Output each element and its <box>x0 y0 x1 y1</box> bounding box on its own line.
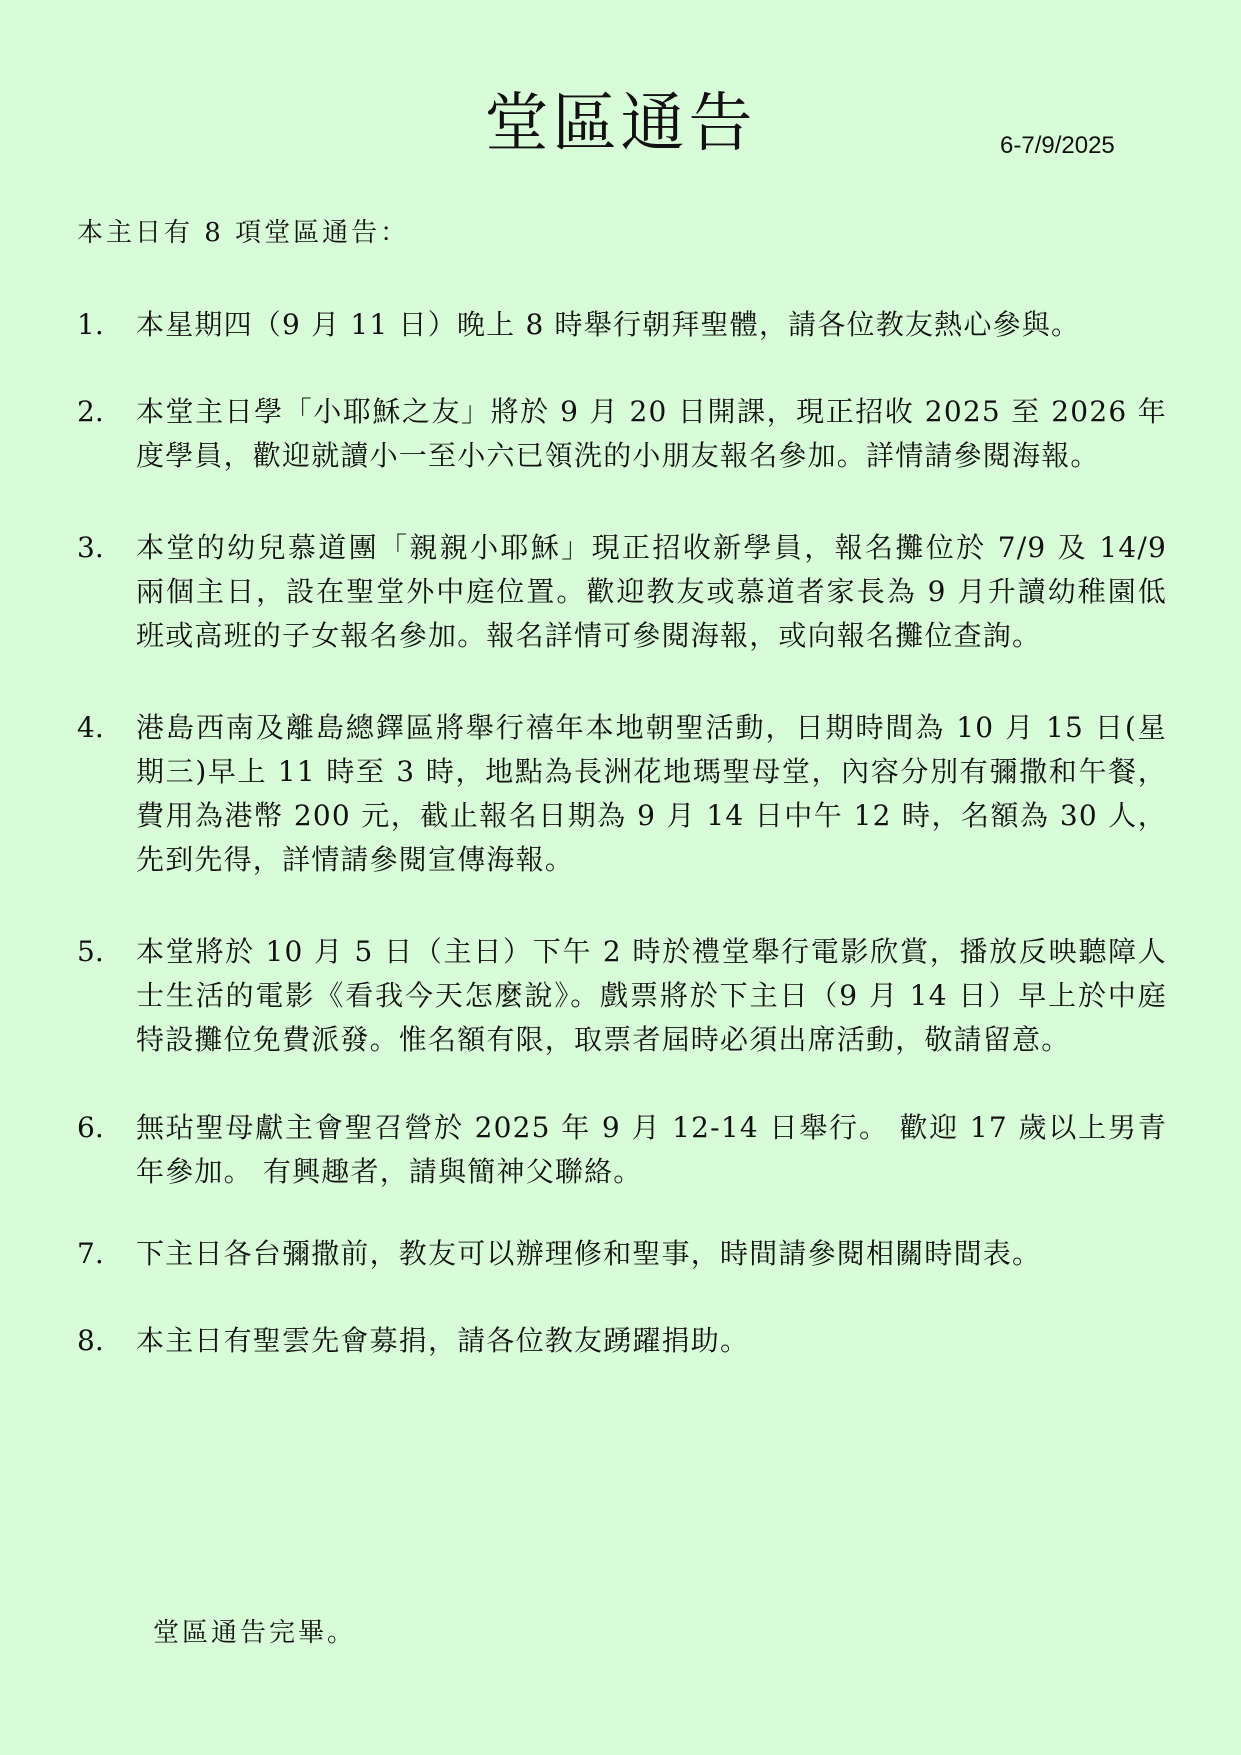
notice-item-7 <box>77 1232 1167 1276</box>
notice-number: 2. <box>77 395 104 428</box>
notice-number: 1. <box>77 308 104 341</box>
notice-text: 本主日有聖雲先會募捐，請各位教友踴躍捐助。 <box>136 1324 750 1357</box>
notice-item-1 <box>77 303 1167 347</box>
notice-item-2 <box>77 390 1167 478</box>
notice-text: 本星期四（9 月 11 日）晚上 8 時舉行朝拜聖體，請各位教友熱心參與。 <box>136 308 1081 341</box>
notice-number: 3. <box>77 531 104 564</box>
notice-item-5 <box>77 930 1167 1062</box>
notice-number: 5. <box>77 935 104 968</box>
intro-text: 本主日有 8 項堂區通告： <box>77 218 410 248</box>
page-title: 堂區通告 <box>484 87 757 161</box>
notice-list <box>77 303 1167 1363</box>
notice-text: 本堂的幼兒慕道團「親親小耶穌」現正招收新學員，報名攤位於 7/9 及 14/9 兩個主日，設在聖堂外中庭位置。歡迎教友或慕道者家長為 9 月升讀幼稚園低班或高班的子女報名參加。報名詳情可參閱海報，或向報名攤位查詢。 <box>136 531 1167 652</box>
notice-text: 本堂將於 10 月 5 日（主日）下午 2 時於禮堂舉行電影欣賞，播放反映聽障人士生活的電影《看我今天怎麼說》。戲票將於下主日（9 月 14 日）早上於中庭特設攤位免費派發。惟名額有限，取票者屆時必須出席活動，敬請留意。 <box>136 935 1167 1056</box>
notice-item-3 <box>77 526 1167 658</box>
notice-text: 本堂主日學「小耶穌之友」將於 9 月 20 日開課，現正招收 2025 至 2026 年度學員，歡迎就讀小一至小六已領洗的小朋友報名參加。詳情請參閱海報。 <box>136 395 1167 472</box>
notice-number: 7. <box>77 1237 104 1270</box>
notice-date: 6-7/9/2025 <box>1000 132 1115 159</box>
notice-number: 8. <box>77 1324 104 1357</box>
notice-item-4 <box>77 706 1167 882</box>
notice-number: 6. <box>77 1111 104 1144</box>
notice-text: 無玷聖母獻主會聖召營於 2025 年 9 月 12-14 日舉行。 歡迎 17 歲以上男青年參加。 有興趣者，請與簡神父聯絡。 <box>136 1111 1167 1188</box>
notice-text: 下主日各台彌撒前，教友可以辦理修和聖事，時間請參閱相關時間表。 <box>136 1237 1042 1270</box>
closing-text: 堂區通告完畢。 <box>153 1618 357 1648</box>
notice-number: 4. <box>77 711 104 744</box>
notice-item-6 <box>77 1106 1167 1194</box>
notice-item-8 <box>77 1319 1167 1363</box>
notice-text: 港島西南及離島總鐸區將舉行禧年本地朝聖活動，日期時間為 10 月 15 日(星期三)早上 11 時至 3 時，地點為長洲花地瑪聖母堂，內容分別有彌撒和午餐，費用為港幣 200 元，截止報名日期為 9 月 14 日中午 12 時，名額為 30 人，先到先得，詳情請參閱宣傳海報。 <box>136 711 1167 876</box>
